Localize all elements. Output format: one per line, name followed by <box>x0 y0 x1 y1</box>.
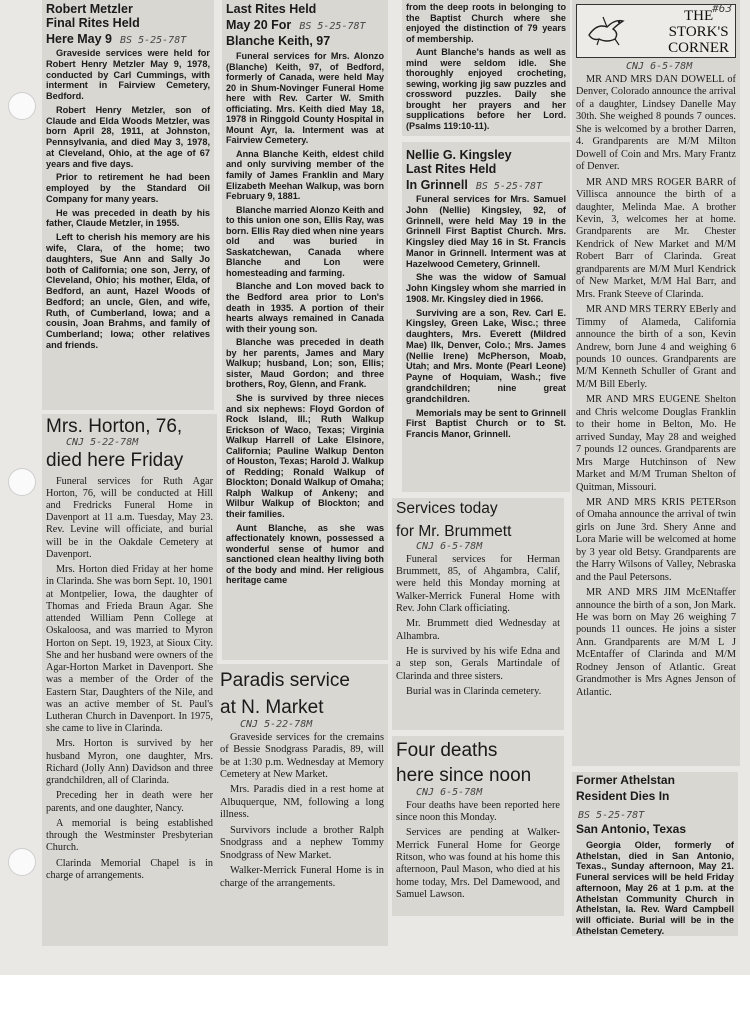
kingsley-clipping <box>402 142 570 492</box>
horton-headline-2: died here Friday <box>46 450 184 472</box>
horton-paragraph: Mrs. Horton is survived by her husband Myron, one daughter, Mrs. Richard (Jolly Ann) Davidson and three grandchildren, all of Clarinda. <box>46 738 213 787</box>
kingsley-paragraph: Surviving are a son, Rev. Carl E. Kingsley, Green Lake, Wisc.; three daughters, Mrs. Everett (Mildred Mae) Ilk, Denver, Colo.; Mrs. James (Nellie Irene) McPherson, Moab, Utah; and Mrs. Monte (Pearl Leone) Payne of Hoquiam, Wash.; five grandchildren; nine great grandchildren. <box>406 307 566 404</box>
paradis-paragraph: Graveside services for the cremains of Bessie Snodgrass Paradis, 89, will be at 1:30 p.m. Wednesday at Memory Cemetery at New Market. <box>220 731 384 780</box>
storks-corner-handwritten-note: CNJ 6-5-78M <box>626 61 693 72</box>
metzler-paragraph: Left to cherish his memory are his wife, Clara, of the home; two daughters, Sue Ann and Sally Jo both of California; one son, Jerry, of Cleveland, Ohio; his mother, Elda, of Bedford, an aunt, Hazel Woods of Bedford; an uncle, Glen, and wife, Ruth, of Cumberland, Iowa; and a cousin, Joan Brahms, and family of Cumberland; Iowa; other relatives and friends. <box>46 232 210 350</box>
metzler-clipping <box>42 0 214 410</box>
keith-paragraph: Blanche married Alonzo Keith and to this union one son, Ellis Ray, was born. Ellis Ray died when nine years old and was buried in Saskatchewan, Canada where Blanche and Lon were homesteading and farming. <box>226 204 384 278</box>
horton-clipping <box>42 414 217 946</box>
kingsley-headline-1: Nellie G. Kingsley <box>406 148 512 162</box>
metzler-headline-3: Here May 9 <box>46 32 113 46</box>
storks-corner-title-line: THE <box>683 8 714 24</box>
older-paragraph: Georgia Older, formerly of Athelstan, died in San Antonio, Texas., Sunday afternoon, May 21. Funeral services will be held Friday afternoon, May 26 at 1 p.m. at the Athelstan Community Church in Athelstan, Ia. Rev. Ward Campbell will officiate. Burial will be in the Athelstan Cemetery. <box>576 839 734 936</box>
four-deaths-headline-1: Four deaths <box>396 740 498 761</box>
paradis-clipping <box>216 664 388 946</box>
keith-headline-2: May 20 For <box>226 18 292 32</box>
paradis-headline-2: at N. Market <box>220 697 324 719</box>
keith-continued-body <box>406 2 566 132</box>
storks-corner-title-line: STORK'S <box>668 23 729 40</box>
brummett-paragraph: He is survived by his wife Edna and a step son, Gerals Martindale of Clarinda and three sisters. <box>396 646 560 682</box>
older-headline-1: Former Athelstan <box>576 773 675 787</box>
keith-paragraph: Blanche and Lon moved back to the Bedford area prior to Lon's death in 1935. A portion of their hearts always remained in Canada with their young son. <box>226 281 384 334</box>
four-deaths-clipping <box>392 736 564 916</box>
four-deaths-headline-2: here since noon <box>396 765 532 787</box>
brummett-headline-2: for Mr. Brummett <box>396 523 512 541</box>
metzler-handwritten-note: BS 5-25-78T <box>120 35 187 46</box>
binder-hole-bottom <box>8 848 36 876</box>
stork-icon <box>585 13 625 47</box>
brummett-clipping <box>392 498 564 730</box>
birth-announcement: MR AND MRS JIM McENtaffer announce the birth of a son, Jon Mark. He was born on May 26 weighing 7 pounds 11 ounces. He joins a sister Ann. Grandparents are M/M L J McEntaffer of Clarinda and M/M Rodney Jenson of Atlantic. Great Grandmother is Mrs Agnes Jenson of Atlantic. <box>576 587 736 698</box>
keith-handwritten-note: BS 5-25-78T <box>299 21 366 32</box>
paradis-handwritten-note: CNJ 5-22-78M <box>240 718 313 730</box>
paradis-paragraph: Walker-Merrick Funeral Home is in charge of the arrangements. <box>220 865 384 889</box>
storks-corner-body <box>576 74 736 699</box>
keith-clipping <box>222 0 388 660</box>
horton-paragraph: Funeral services for Ruth Agar Horton, 76, will be conducted at Hill and Fredricks Funeral Home in Davenport at 11 a.m. Tuesday, May 23. Rev. Levine will officiate, and burial will be in the Oakdale Cemetery at Davenport. <box>46 475 213 560</box>
horton-paragraph: Clarinda Memorial Chapel is in charge of arrangements. <box>46 857 213 881</box>
older-body <box>576 840 734 936</box>
horton-handwritten-note: CNJ 5-22-78M <box>66 437 139 449</box>
birth-announcement: MR AND MRS DAN DOWELL of Denver, Colorado announce the arrival of a daughter, Lindsey Danelle May 30th. She weighed 8 pounds 7 ounces. She is welcomed by a brother Darren, 4. Grandparents are M/M Milton Dowell of Coin and Mrs. Mary Frantz of Denver. <box>576 74 736 173</box>
brummett-body <box>396 554 560 699</box>
birth-announcement: MR AND MRS TERRY EBerly and Timmy of Alameda, California announce the birth of a son, Kevin Andrew, born June 4 and weighing 6 pounds 10 ounces. Grandparents are M/M Kenneth Schuller of Grant and M/M Bill Eberly. <box>576 304 736 390</box>
brummett-paragraph: Burial was in Clarinda cemetery. <box>406 686 542 698</box>
keith-paragraph: Anna Blanche Keith, eldest child and only surviving member of the family of James Franklin and Mary Elizabeth Meehan Walkup, was born February 9, 1881. <box>226 148 384 202</box>
horton-paragraph: A memorial is being established through the Westminster Presbyterian Church. <box>46 817 213 854</box>
storks-corner-page-note: #63 <box>712 2 732 15</box>
keith-continued-clipping <box>402 0 570 136</box>
metzler-paragraph: Graveside services were held for Robert Henry Metzler May 9, 1978, conducted by Carl Cummings, with interment in Fairview Cemetery, Bedford. <box>46 48 210 102</box>
paradis-body <box>220 732 384 891</box>
horton-body <box>46 476 213 883</box>
paradis-paragraph: Mrs. Paradis died in a rest home at Albuquerque, NM, following a long illness. <box>220 784 384 821</box>
brummett-paragraph: Funeral services for Herman Brummett, 85, of Ahgambra, Calif, were held this Monday morning at Walker-Merrick Funeral Home with Rev. John Clark officiating. <box>396 553 560 615</box>
birth-announcement: MR AND MRS EUGENE Shelton and Chris welcome Douglas Franklin to their home in Belton, Mo. He arrived Sunday, May 28 and weighed 7 pounds 12 ounces. Grandparents are Mrs Marge Hutchinson of New Market and M/M Truman Shelton of Quitman, Missouri. <box>576 394 736 493</box>
keith-paragraph: Blanche was preceded in death by her parents, James and Mary Walkup; husband, Lon; son, Ellis; sister, Maud Gordon; and three brothers, Roy, Glenn, and Frank. <box>226 337 384 390</box>
older-headline-3: San Antonio, Texas <box>576 822 687 837</box>
birth-announcement: MR AND MRS KRIS PETERson of Omaha announce the arrival of twin girls on June 3rd. Shery Anne and Lora Marie will be welcomed at home by 3 year old Betsy. Grandparents are the Harry Wilsons of Valley, Nebraska and the Paul Petersons. <box>576 496 736 583</box>
kingsley-body <box>406 194 566 440</box>
storks-corner-title-line: CORNER <box>668 39 729 56</box>
four-deaths-paragraph: Services are pending at Walker-Merrick Funeral Home for George Ritson, who was found at his home this afternoon, Paul Mason, who died at his home today, Mrs. Del Damewood, and Samuel Lawson. <box>396 827 560 900</box>
keith-paragraph: She is survived by three nieces and six nephews: Floyd Gordon of Rock Island, Ill.; Ruth Walkup Erickson of Waco, Texas; Virginia Walkup Harrell of Lake Elsinore, California; Pauline Walkup Denton of Houston, Texas; Harold J. Walkup of Redding; Ronald Walkup of Blockton; Donald Walkup of Omaha; Ralph Walkup of Ankeny; and Wilbur Walkup of Blockton; and their families. <box>226 392 384 519</box>
keith-headline-3: Blanche Keith, 97 <box>226 34 331 48</box>
binder-hole-top <box>8 92 36 120</box>
kingsley-paragraph: Funeral services for Mrs. Samuel John (Nellie) Kingsley, 92, of Grinnell, were held May 19 in the Grinnell First Baptist Church. Mrs. Kingsley died May 16 in St. Francis Manor in Grinnell. Interment was at Hazelwood Cemetery, Grinnell. <box>406 194 566 269</box>
four-deaths-body <box>396 800 560 902</box>
birth-announcement: MR AND MRS ROGER BARR of Villisca announce the birth of a daughter, Melinda Mae. A brother Kevin, 3, welcomes her at home. Grandparents are Mr. Chester Kendrick of New Market and M/M Robert Barr of Clarinda. Great grandparents are M/M Murl Kendrick of New Market, M/M Hal Barr, and Mrs. Frank Steeve of Clarinda. <box>576 176 736 300</box>
keith-body <box>226 51 384 586</box>
older-clipping <box>572 772 738 936</box>
horton-headline-1: Mrs. Horton, 76, <box>46 416 183 437</box>
binder-hole-middle <box>8 468 36 496</box>
kingsley-paragraph: She was the widow of Samual John Kingsley whom she married in 1908. Mr. Kingsley died in 1966. <box>406 272 566 304</box>
four-deaths-paragraph: Four deaths have been reported here since noon this Monday. <box>396 799 560 823</box>
metzler-body <box>46 48 210 351</box>
keith-paragraph: Funeral services for Mrs. Alonzo (Blanche) Keith, 97, of Bedford, formerly of Canada, were held May 20 in Shum-Novinger Funeral Home here with Rev. Carter W. Smith officiating. Mrs. Keith died May 18, 1978 in Ringgold County Hospital in Mount Ayr, Ia. Interment was at Fairview Cemetery. <box>226 51 384 146</box>
brummett-paragraph: Mr. Brummett died Wednesday at Alhambra. <box>396 618 560 642</box>
older-headline-2: Resident Dies In <box>576 789 670 804</box>
metzler-paragraph: Prior to retirement he had been employed by the Standard Oil Company for many years. <box>46 172 210 204</box>
keith-headline-1: Last Rites Held <box>226 2 317 16</box>
storks-corner-header <box>576 4 736 58</box>
metzler-headline-1: Robert Metzler <box>46 2 133 16</box>
keith-continued-paragraph: Aunt Blanche's hands as well as mind were seldom idle. She thoroughly enjoyed crocheting, sewing, working jig saw puzzles and crossword puzzles. Daily she brought her prayers and her supplications before her Lord. (Psalms 119:10-11). <box>406 47 566 132</box>
page-margin-bottom <box>0 975 750 1033</box>
brummett-handwritten-note: CNJ 6-5-78M <box>416 540 483 552</box>
brummett-headline-1: Services today <box>396 500 498 517</box>
four-deaths-handwritten-note: CNJ 6-5-78M <box>416 786 483 798</box>
kingsley-paragraph: Memorials may be sent to Grinnell First Baptist Church or to St. Francis Manor, Grinnell. <box>406 407 566 440</box>
horton-paragraph: Mrs. Horton died Friday at her home in Clarinda. She was born Sept. 10, 1901 at Montpelier, Iowa, the daughter of Thomas and Frieda Braun Agar. She attended William Penn College at Oskaloosa, and was married to Myron Horton on Sept. 19, 1923, at Sioux City. She and her husband were owners of the Agar-Horton Market in Davenport. She was a member of the Order of the Eastern Star, Daughters of the Nile, and was an active member of St. Paul's Lutheran Church in Davenport. In 1975, she came to live in Clarinda. <box>46 564 213 735</box>
storks-corner-clipping <box>572 0 740 766</box>
kingsley-handwritten-note: BS 5-25-78T <box>475 181 543 192</box>
storks-corner-title <box>668 9 729 56</box>
metzler-paragraph: He was preceded in death by his father, Claude Metzler, in 1955. <box>46 207 210 229</box>
metzler-headline-2: Final Rites Held <box>46 16 140 30</box>
older-handwritten-note: BS 5-25-78T <box>578 810 645 822</box>
keith-continued-paragraph: from the deep roots in belonging to the Baptist Church where she enjoyed the distinction of 79 years of membership. <box>406 2 566 44</box>
paradis-paragraph: Survivors include a brother Ralph Snodgrass and a nephew Tommy Snodgrass of New Market. <box>220 824 384 861</box>
horton-paragraph: Preceding her in death were her parents, and one daughter, Nancy. <box>46 790 213 814</box>
keith-paragraph: Aunt Blanche, as she was affectionately known, possessed a wonderful sense of humor and sanctioned clean healthy living both of the body and mind. Her religious heritage came <box>226 522 384 586</box>
paradis-headline-1: Paradis service <box>220 670 350 691</box>
kingsley-headline-3: In Grinnell <box>406 178 468 192</box>
metzler-paragraph: Robert Henry Metzler, son of Claude and Elda Woods Metzler, was born April 28, 1911, at Johnston, Pennsylvania, and died May 3, 1978, at Cleveland, Ohio, at the age of 67 years and five days. <box>46 104 210 169</box>
kingsley-headline-2: Last Rites Held <box>406 162 497 176</box>
